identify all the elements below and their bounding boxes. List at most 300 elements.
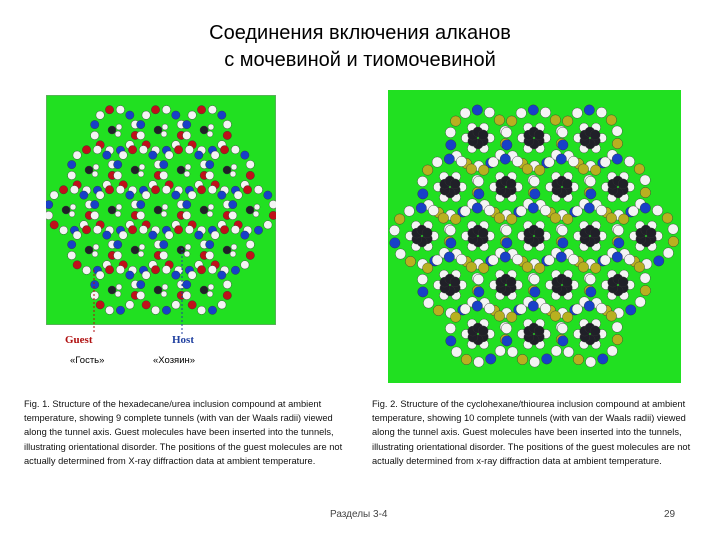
thiourea-atom (494, 115, 504, 125)
thiourea-atom (572, 304, 582, 314)
thiourea-atom (394, 214, 404, 224)
urea-atom (70, 186, 78, 194)
thiourea-atom (557, 225, 567, 235)
guest-carbon-atom (478, 228, 488, 238)
thiourea-atom (640, 187, 650, 197)
urea-atom (246, 171, 254, 179)
thiourea-atom (445, 323, 455, 333)
urea-atom (114, 171, 122, 179)
urea-atom (254, 186, 262, 194)
urea-atom (188, 191, 196, 199)
title-line-1: Соединения включения алканов (209, 22, 511, 44)
thiourea-atom (558, 140, 568, 150)
guest-hydrogen-atom (161, 211, 167, 217)
guest-hydrogen-atom (115, 211, 121, 217)
urea-atom (50, 221, 58, 229)
guest-carbon-atom (590, 130, 600, 140)
urea-atom (116, 186, 124, 194)
guest-carbon-atom (422, 228, 432, 238)
thiourea-atom (563, 347, 573, 357)
thiourea-atom (612, 252, 622, 262)
thiourea-atom (502, 238, 512, 248)
guest-hydrogen-atom (207, 131, 213, 137)
guest-host-pointer-lines (46, 230, 276, 340)
urea-atom (96, 111, 104, 119)
thiourea-atom (478, 165, 488, 175)
thiourea-atom (562, 116, 572, 126)
thiourea-atom (456, 254, 466, 264)
thiourea-atom (438, 213, 448, 223)
thiourea-atom (472, 203, 482, 213)
urea-atom (229, 200, 237, 208)
figure2-caption: Fig. 2. Structure of the cyclohexane/thiourea inclusion compound at ambient temperature, showing 10 complete tunnels (with van der Waals radii) viewed along the tunnel axis. Guest molecules have been inserted into the tunnels, illustrating orientational disorder. The positions of the guest molecules are not actually determined from x-ray diffraction data at ambient temperature. (372, 399, 691, 466)
urea-atom (142, 191, 150, 199)
thiourea-atom (558, 336, 568, 346)
guest-carbon-atom (154, 126, 162, 134)
thiourea-atom (450, 116, 460, 126)
urea-atom (116, 106, 124, 114)
guest-hydrogen-atom (116, 124, 122, 130)
thiourea-atom (573, 354, 583, 364)
thiourea-atom (568, 254, 578, 264)
guest-carbon-atom (618, 277, 628, 287)
thiourea-atom (472, 105, 482, 115)
thiourea-atom (404, 206, 414, 216)
thiourea-atom (512, 156, 522, 166)
guest-carbon-atom (154, 206, 162, 214)
urea-atom (264, 221, 272, 229)
thiourea-atom (550, 311, 560, 321)
thiourea-atom (640, 175, 650, 185)
thiourea-atom (488, 255, 498, 265)
urea-atom (208, 106, 216, 114)
thiourea-atom (422, 165, 432, 175)
thiourea-atom (530, 287, 540, 297)
guest-carbon-atom (131, 166, 139, 174)
thiourea-atom (596, 205, 606, 215)
urea-atom (229, 211, 237, 219)
thiourea-atom (585, 357, 595, 367)
thiourea-atom (544, 157, 554, 167)
thiourea-atom (484, 205, 494, 215)
thiourea-atom (578, 262, 588, 272)
guest-carbon-atom (108, 126, 116, 134)
thiourea-atom (528, 105, 538, 115)
urea-atom (46, 200, 53, 208)
thiourea-atom (432, 157, 442, 167)
thiourea-atom (450, 312, 460, 322)
thiourea-atom (612, 334, 622, 344)
thiourea-atom (612, 126, 622, 136)
thiourea-atom (432, 255, 442, 265)
figure1-caption: Fig. 1. Structure of the hexadecane/urea inclusion compound at ambient temperature, showing 9 complete tunnels (with van der Waals radii) viewed along the tunnel axis. Guest molecules have been inserted into the tunnels, illustrating orientational disorder. The positions of the guest molecules are not actually determined from X-ray diffraction data at ambient temperature. (24, 399, 343, 466)
thiourea-atom (613, 225, 623, 235)
guest-hydrogen-atom (185, 164, 191, 170)
urea-atom (142, 111, 150, 119)
thiourea-atom (607, 346, 617, 356)
urea-atom (220, 146, 228, 154)
guest-carbon-atom (590, 326, 600, 336)
urea-atom (223, 120, 231, 128)
thiourea-atom (486, 354, 496, 364)
thiourea-atom (405, 256, 415, 266)
guest-hydrogen-atom (93, 164, 99, 170)
guest-hydrogen-atom (92, 171, 98, 177)
thiourea-atom (529, 357, 539, 367)
guest-carbon-atom (450, 179, 460, 189)
guest-hydrogen-atom (162, 204, 168, 210)
urea-atom (137, 120, 145, 128)
thiourea-atom (662, 213, 672, 223)
guest-carbon-atom (200, 126, 208, 134)
urea-atom (185, 146, 193, 154)
urea-atom (160, 160, 168, 168)
urea-atom (103, 151, 111, 159)
urea-atom (269, 200, 276, 208)
thiourea-atom (501, 127, 511, 137)
thiourea-atom (600, 157, 610, 167)
thiourea-atom (614, 238, 624, 248)
thiourea-atom (500, 252, 510, 262)
urea-atom (183, 120, 191, 128)
thiourea-atom (507, 347, 517, 357)
thiourea-atom (472, 301, 482, 311)
thiourea-atom (557, 323, 567, 333)
guest-hydrogen-atom (231, 164, 237, 170)
thiourea-atom (668, 236, 678, 246)
thiourea-atom (530, 189, 540, 199)
urea-atom (68, 171, 76, 179)
thiourea-atom (550, 213, 560, 223)
guest-carbon-atom (646, 228, 656, 238)
urea-atom (139, 146, 147, 154)
thiourea-atom (596, 107, 606, 117)
thiourea-atom (534, 263, 544, 273)
thiourea-atom (422, 263, 432, 273)
urea-atom (195, 151, 203, 159)
thiourea-atom (624, 254, 634, 264)
guest-hydrogen-atom (208, 204, 214, 210)
guest-label-ru: «Гость» (70, 355, 105, 366)
thiourea-atom (634, 262, 644, 272)
thiourea-atom (418, 189, 428, 199)
guest-carbon-atom (506, 179, 516, 189)
urea-atom (151, 186, 159, 194)
thiourea-atom (466, 262, 476, 272)
thiourea-atom (522, 164, 532, 174)
thiourea-atom (558, 238, 568, 248)
thiourea-atom (494, 213, 504, 223)
guest-carbon-atom (534, 228, 544, 238)
thiourea-atom (501, 323, 511, 333)
thiourea-atom (540, 107, 550, 117)
thiourea-atom (529, 176, 539, 186)
thiourea-atom (606, 115, 616, 125)
urea-atom (197, 106, 205, 114)
thiourea-atom (474, 287, 484, 297)
urea-atom (114, 160, 122, 168)
urea-atom (149, 151, 157, 159)
thiourea-atom (446, 140, 456, 150)
thiourea-atom (551, 346, 561, 356)
thiourea-atom (640, 273, 650, 283)
thiourea-atom (578, 164, 588, 174)
urea-atom (206, 171, 214, 179)
urea-atom (234, 191, 242, 199)
thiourea-atom (596, 303, 606, 313)
urea-atom (162, 186, 170, 194)
thiourea-atom (626, 305, 636, 315)
urea-atom (126, 191, 134, 199)
thiourea-atom (418, 287, 428, 297)
thiourea-atom (540, 205, 550, 215)
thiourea-atom (506, 312, 516, 322)
guest-hydrogen-atom (138, 171, 144, 177)
guest-hydrogen-atom (161, 131, 167, 137)
urea-atom (241, 151, 249, 159)
page-number: 29 (664, 509, 676, 520)
thiourea-atom (528, 203, 538, 213)
thiourea-atom (516, 108, 526, 118)
thiourea-atom (584, 203, 594, 213)
urea-atom (197, 186, 205, 194)
urea-atom (126, 111, 134, 119)
urea-atom (119, 151, 127, 159)
guest-carbon-atom (618, 179, 628, 189)
urea-atom (223, 131, 231, 139)
thiourea-atom (542, 354, 552, 364)
thiourea-atom (460, 206, 470, 216)
urea-atom (68, 160, 76, 168)
urea-atom (183, 200, 191, 208)
thiourea-atom (460, 108, 470, 118)
thiourea-atom (516, 206, 526, 216)
urea-atom (80, 191, 88, 199)
thiourea-atom (466, 164, 476, 174)
thiourea-atom (624, 156, 634, 166)
thiourea-atom (501, 225, 511, 235)
thiourea-atom (663, 248, 673, 258)
urea-atom (137, 211, 145, 219)
thiourea-atom (586, 189, 596, 199)
urea-atom (93, 146, 101, 154)
urea-atom (137, 131, 145, 139)
urea-atom (165, 151, 173, 159)
urea-atom (151, 106, 159, 114)
thiourea-atom (416, 203, 426, 213)
thiourea-atom (598, 354, 608, 364)
urea-atom (231, 146, 239, 154)
thiourea-atom (417, 274, 427, 284)
thiourea-atom (389, 225, 399, 235)
urea-atom (96, 191, 104, 199)
thiourea-atom (606, 213, 616, 223)
guest-hydrogen-atom (115, 131, 121, 137)
urea-atom (211, 151, 219, 159)
guest-hydrogen-atom (208, 124, 214, 130)
guest-tag: Guest (65, 334, 93, 346)
thiourea-atom (544, 255, 554, 265)
guest-carbon-atom (478, 130, 488, 140)
urea-atom (128, 146, 136, 154)
guest-carbon-atom (534, 130, 544, 140)
thiourea-atom (654, 256, 664, 266)
guest-hydrogen-atom (253, 211, 259, 217)
host-tag: Host (172, 334, 194, 346)
thiourea-atom (500, 154, 510, 164)
guest-carbon-atom (562, 277, 572, 287)
guest-hydrogen-atom (139, 164, 145, 170)
urea-atom (137, 200, 145, 208)
thiourea-atom (478, 263, 488, 273)
urea-atom (206, 160, 214, 168)
thiourea-atom (562, 312, 572, 322)
thiourea-atom (634, 164, 644, 174)
slide-title (0, 20, 720, 74)
thiourea-atom (585, 274, 595, 284)
guest-hydrogen-atom (254, 204, 260, 210)
thiourea-atom (444, 154, 454, 164)
urea-atom (218, 111, 226, 119)
urea-atom (172, 191, 180, 199)
urea-atom (50, 191, 58, 199)
thiourea-atom (461, 354, 471, 364)
guest-carbon-atom (246, 206, 254, 214)
urea-atom (264, 191, 272, 199)
thiourea-atom (502, 140, 512, 150)
urea-atom (105, 186, 113, 194)
thiourea-atom (456, 156, 466, 166)
urea-atom (183, 131, 191, 139)
thiourea-atom (556, 154, 566, 164)
thiourea-atom (417, 176, 427, 186)
thiourea-atom (612, 322, 622, 332)
guest-carbon-atom (506, 277, 516, 287)
urea-atom (172, 111, 180, 119)
thiourea-atom (506, 116, 516, 126)
guest-hydrogen-atom (207, 211, 213, 217)
urea-atom (91, 131, 99, 139)
thiourea-atom (390, 238, 400, 248)
thiourea-atom (428, 205, 438, 215)
thiourea-atom (600, 255, 610, 265)
thiourea-atom (540, 303, 550, 313)
thiourea-atom (652, 205, 662, 215)
urea-atom (218, 191, 226, 199)
urea-atom (91, 211, 99, 219)
urea-atom (183, 211, 191, 219)
guest-carbon-atom (177, 166, 185, 174)
thiourea-atom (562, 214, 572, 224)
thiourea-atom (534, 165, 544, 175)
thiourea-atom (528, 301, 538, 311)
thiourea-atom (556, 252, 566, 262)
thiourea-atom (584, 105, 594, 115)
title-line-2: с мочевиной и тиомочевиной (224, 49, 496, 71)
guest-carbon-atom (108, 206, 116, 214)
slide-footer: Разделы 3-4 (330, 509, 388, 520)
thiourea-atom (474, 189, 484, 199)
urea-atom (46, 211, 53, 219)
urea-atom (269, 211, 276, 219)
thiourea-atom (628, 206, 638, 216)
thiourea-atom (446, 336, 456, 346)
thiourea-atom (612, 138, 622, 148)
guest-hydrogen-atom (116, 204, 122, 210)
thiourea-atom (550, 115, 560, 125)
thiourea-atom (423, 298, 433, 308)
thiourea-atom (517, 354, 527, 364)
urea-atom (246, 160, 254, 168)
guest-hydrogen-atom (230, 171, 236, 177)
thiourea-atom (484, 303, 494, 313)
guest-hydrogen-atom (162, 124, 168, 130)
host-label-ru: «Хозяин» (153, 355, 196, 366)
thiourea-atom (557, 127, 567, 137)
thiourea-atom (446, 238, 456, 248)
urea-atom (105, 106, 113, 114)
guest-hydrogen-atom (69, 211, 75, 217)
thiourea-atom (450, 214, 460, 224)
thiourea-atom (512, 254, 522, 264)
guest-carbon-atom (534, 326, 544, 336)
urea-atom (160, 171, 168, 179)
thiourea-atom (445, 225, 455, 235)
urea-atom (243, 186, 251, 194)
thiourea-atom (506, 214, 516, 224)
urea-atom (73, 151, 81, 159)
guest-carbon-atom (85, 166, 93, 174)
guest-carbon-atom (562, 179, 572, 189)
thiourea-atom (473, 274, 483, 284)
thiourea-atom (494, 311, 504, 321)
thiourea-atom (460, 304, 470, 314)
thiourea-atom (572, 206, 582, 216)
thiourea-atom (473, 176, 483, 186)
guest-carbon-atom (62, 206, 70, 214)
thiourea-atom (568, 156, 578, 166)
urea-atom (188, 111, 196, 119)
thiourea-atom (640, 203, 650, 213)
thiourea-atom (502, 336, 512, 346)
thiourea-atom (444, 252, 454, 262)
thiourea-atom (433, 305, 443, 315)
thiourea-atom (668, 224, 678, 234)
thiourea-atom (640, 285, 650, 295)
urea-atom (174, 146, 182, 154)
thiourea-atom (451, 347, 461, 357)
thiourea-atom (586, 287, 596, 297)
thiourea-atom (635, 297, 645, 307)
thiourea-atom (606, 311, 616, 321)
thiourea-atom (484, 107, 494, 117)
urea-atom (91, 120, 99, 128)
thiourea-atom (529, 274, 539, 284)
guest-carbon-atom (478, 326, 488, 336)
thiourea-atom (590, 263, 600, 273)
thiourea-atom (612, 154, 622, 164)
urea-atom (59, 186, 67, 194)
urea-atom (82, 146, 90, 154)
thiourea-atom (473, 357, 483, 367)
thiourea-atom (522, 262, 532, 272)
thiourea-atom (495, 346, 505, 356)
urea-atom (91, 200, 99, 208)
guest-carbon-atom (200, 206, 208, 214)
urea-atom (162, 106, 170, 114)
thiourea-atom (516, 304, 526, 314)
guest-carbon-atom (450, 277, 460, 287)
